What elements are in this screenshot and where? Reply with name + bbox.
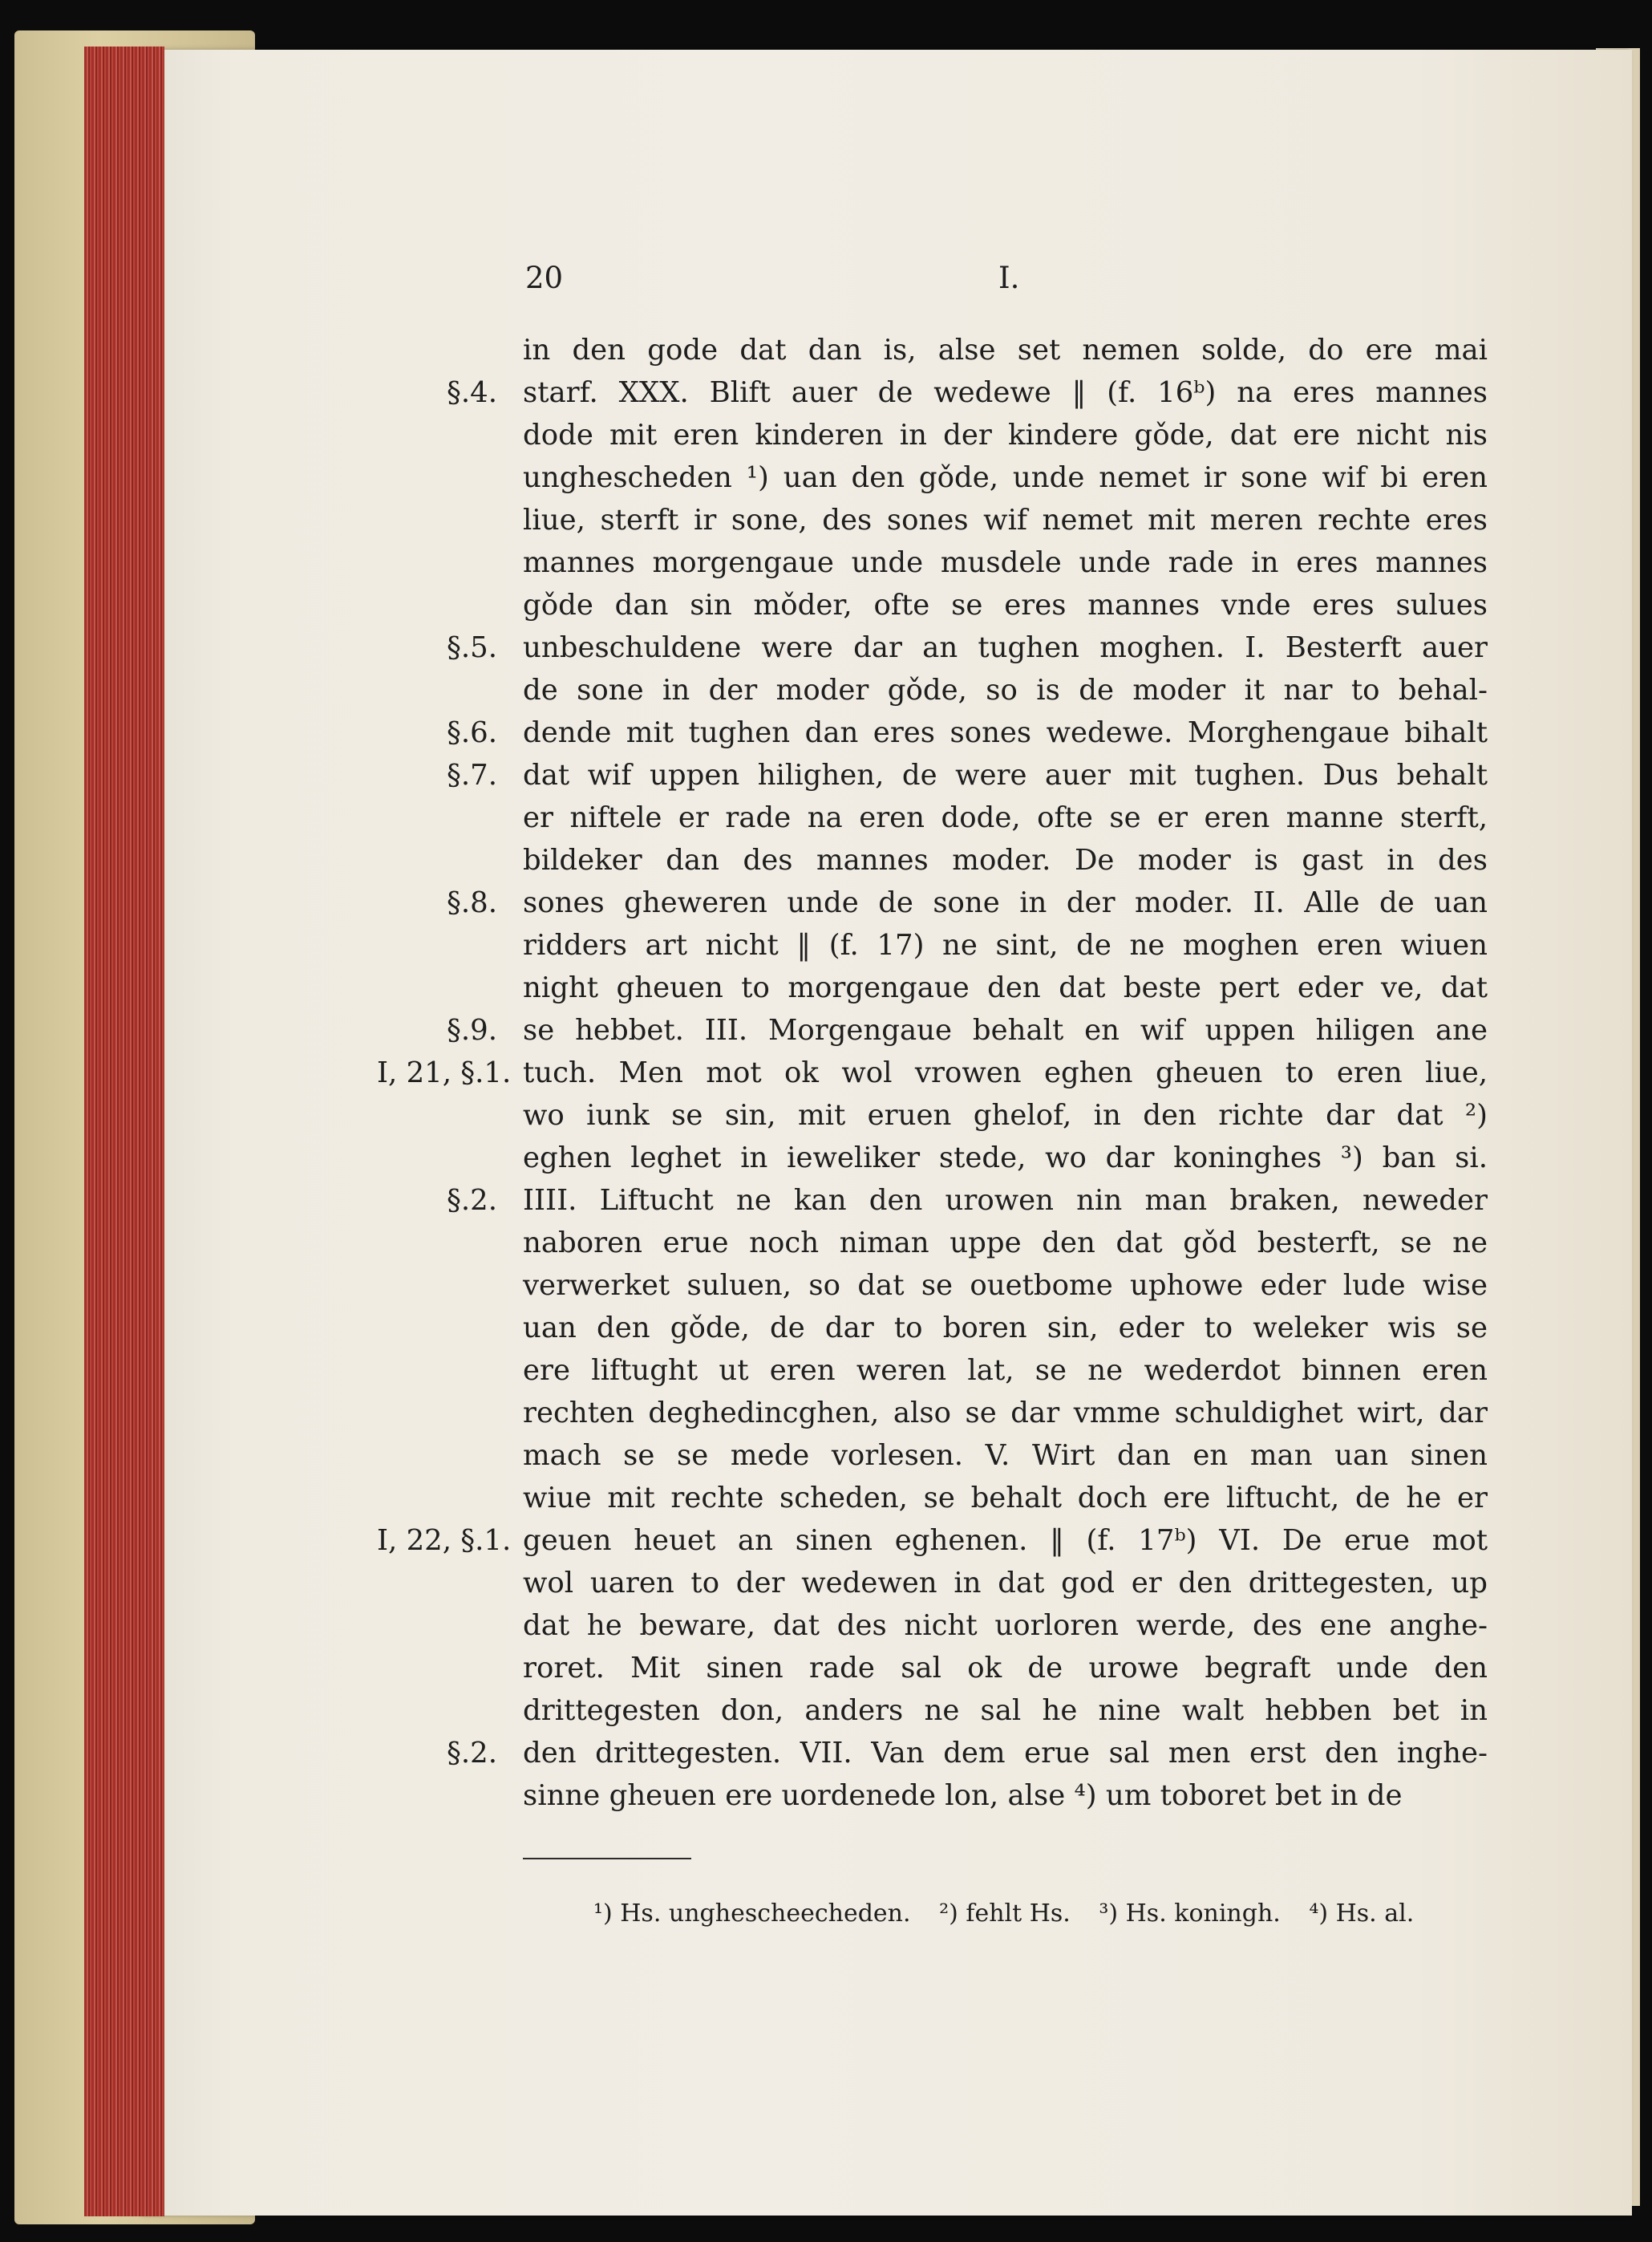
chapter-numeral: I. — [998, 261, 1020, 295]
line-text: unghescheden ¹) uan den gǒde, unde nemet ir sone wif bi eren — [523, 461, 1488, 494]
page-number: 20 — [525, 261, 564, 295]
footnote: ⁴) Hs. al. — [1309, 1899, 1415, 1928]
text-line — [377, 1477, 1516, 1519]
text-line — [377, 1689, 1516, 1732]
text-line — [377, 584, 1516, 626]
text-line — [377, 541, 1516, 584]
text-line — [377, 1264, 1516, 1307]
text-line — [377, 797, 1516, 839]
text-line — [377, 712, 1516, 754]
line-text: er niftele er rade na eren dode, ofte se er eren manne sterft, — [523, 801, 1488, 834]
line-text: geuen heuet an sinen eghenen. ‖ (f. 17ᵇ) VI. De erue mot — [523, 1524, 1488, 1557]
text-line — [377, 754, 1516, 797]
text-line — [377, 967, 1516, 1009]
margin-section-ref: §.4. — [447, 376, 497, 409]
text-line — [377, 499, 1516, 541]
line-text: dat wif uppen hilighen, de were auer mit tughen. Dus behalt — [523, 759, 1488, 792]
text-line — [377, 626, 1516, 669]
red-page-edges — [84, 47, 164, 2216]
running-header — [525, 261, 1039, 301]
line-text: sinne gheuen ere uordenede lon, alse ⁴) um toboret bet in de — [523, 1779, 1403, 1812]
line-text: roret. Mit sinen rade sal ok de urowe begraft unde den — [523, 1652, 1488, 1685]
margin-section-ref: §.5. — [447, 631, 497, 664]
line-text: mannes morgengaue unde musdele unde rade in eres mannes — [523, 546, 1488, 579]
margin-section-ref: §.9. — [447, 1014, 497, 1047]
footnote-rule — [523, 1858, 691, 1859]
text-line — [377, 1179, 1516, 1222]
footnote: ²) fehlt Hs. — [939, 1899, 1071, 1928]
line-text: uan den gǒde, de dar to boren sin, eder to weleker wis se — [523, 1312, 1488, 1344]
line-text: se hebbet. III. Morgengaue behalt en wif uppen hiligen ane — [523, 1014, 1488, 1047]
text-line — [377, 1137, 1516, 1179]
line-text: wo iunk se sin, mit eruen ghelof, in den richte dar dat ²) — [523, 1099, 1488, 1132]
line-text: verwerket suluen, so dat se ouetbome uphowe eder lude wise — [523, 1269, 1488, 1302]
line-text: sones gheweren unde de sone in der moder. II. Alle de uan — [523, 886, 1488, 919]
line-text: night gheuen to morgengaue den dat beste pert eder ve, dat — [523, 971, 1488, 1004]
margin-section-ref: §.6. — [447, 716, 497, 749]
line-text: gǒde dan sin mǒder, ofte se eres mannes vnde eres sulues — [523, 589, 1488, 622]
line-text: bildeker dan des mannes moder. De moder is gast in des — [523, 844, 1488, 877]
line-text: unbeschuldene were dar an tughen moghen. I. Besterft auer — [523, 631, 1488, 664]
text-line — [377, 1392, 1516, 1434]
line-text: starf. XXX. Blift auer de wedewe ‖ (f. 16ᵇ) na eres mannes — [523, 376, 1488, 409]
text-line — [377, 329, 1516, 371]
line-text: tuch. Men mot ok wol vrowen eghen gheuen to eren liue, — [523, 1056, 1488, 1089]
text-line — [377, 839, 1516, 882]
text-line — [377, 1009, 1516, 1052]
text-line — [377, 1774, 1516, 1817]
line-text: de sone in der moder gǒde, so is de moder it nar to behal- — [523, 674, 1488, 707]
text-line — [377, 371, 1516, 414]
line-text: dat he beware, dat des nicht uorloren werde, des ene anghe- — [523, 1609, 1488, 1642]
line-text: rechten deghedincghen, also se dar vmme schuldighet wirt, dar — [523, 1397, 1488, 1429]
text-line — [377, 1094, 1516, 1137]
margin-section-ref: I, 21, §.1. — [377, 1056, 512, 1089]
line-text: dode mit eren kinderen in der kindere gǒde, dat ere nicht nis — [523, 419, 1488, 452]
text-line — [377, 1222, 1516, 1264]
line-text: den drittegesten. VII. Van dem erue sal men erst den inghe- — [523, 1737, 1488, 1770]
line-text: drittegesten don, anders ne sal he nine walt hebben bet in — [523, 1694, 1488, 1727]
line-text: in den gode dat dan is, alse set nemen solde, do ere mai — [523, 334, 1488, 367]
text-line — [377, 414, 1516, 456]
line-text: liue, sterft ir sone, des sones wif nemet mit meren rechte eres — [523, 504, 1488, 537]
text-line — [377, 1307, 1516, 1349]
line-text: eghen leghet in ieweliker stede, wo dar koninghes ³) ban si. — [523, 1141, 1488, 1174]
text-line — [377, 1519, 1516, 1562]
text-line — [377, 924, 1516, 967]
line-text: wiue mit rechte scheden, se behalt doch ere liftucht, de he er — [523, 1482, 1488, 1514]
margin-section-ref: §.2. — [447, 1184, 497, 1217]
line-text: ere liftught ut eren weren lat, se ne wederdot binnen eren — [523, 1354, 1488, 1387]
line-text: dende mit tughen dan eres sones wedewe. Morghengaue bihalt — [523, 716, 1488, 749]
line-text: IIII. Liftucht ne kan den urowen nin man braken, neweder — [523, 1184, 1488, 1217]
text-line — [377, 1562, 1516, 1604]
footnote: ³) Hs. koningh. — [1099, 1899, 1281, 1928]
text-line — [377, 669, 1516, 712]
margin-section-ref: §.8. — [447, 886, 497, 919]
text-line — [377, 882, 1516, 924]
text-line — [377, 1349, 1516, 1392]
text-line — [377, 1052, 1516, 1094]
line-text: ridders art nicht ‖ (f. 17) ne sint, de ne moghen eren wiuen — [523, 929, 1488, 962]
line-text: naboren erue noch niman uppe den dat gǒd besterft, se ne — [523, 1226, 1488, 1259]
margin-section-ref: §.7. — [447, 759, 497, 792]
margin-section-ref: §.2. — [447, 1737, 497, 1770]
footnotes — [593, 1899, 1435, 1928]
text-line — [377, 1604, 1516, 1647]
text-line — [377, 1732, 1516, 1774]
margin-section-ref: I, 22, §.1. — [377, 1524, 512, 1557]
text-line — [377, 1647, 1516, 1689]
footnote: ¹) Hs. unghescheecheden. — [593, 1899, 911, 1928]
text-line — [377, 456, 1516, 499]
line-text: mach se se mede vorlesen. V. Wirt dan en man uan sinen — [523, 1439, 1488, 1472]
line-text: wol uaren to der wedewen in dat god er den drittegesten, up — [523, 1567, 1488, 1599]
text-line — [377, 1434, 1516, 1477]
